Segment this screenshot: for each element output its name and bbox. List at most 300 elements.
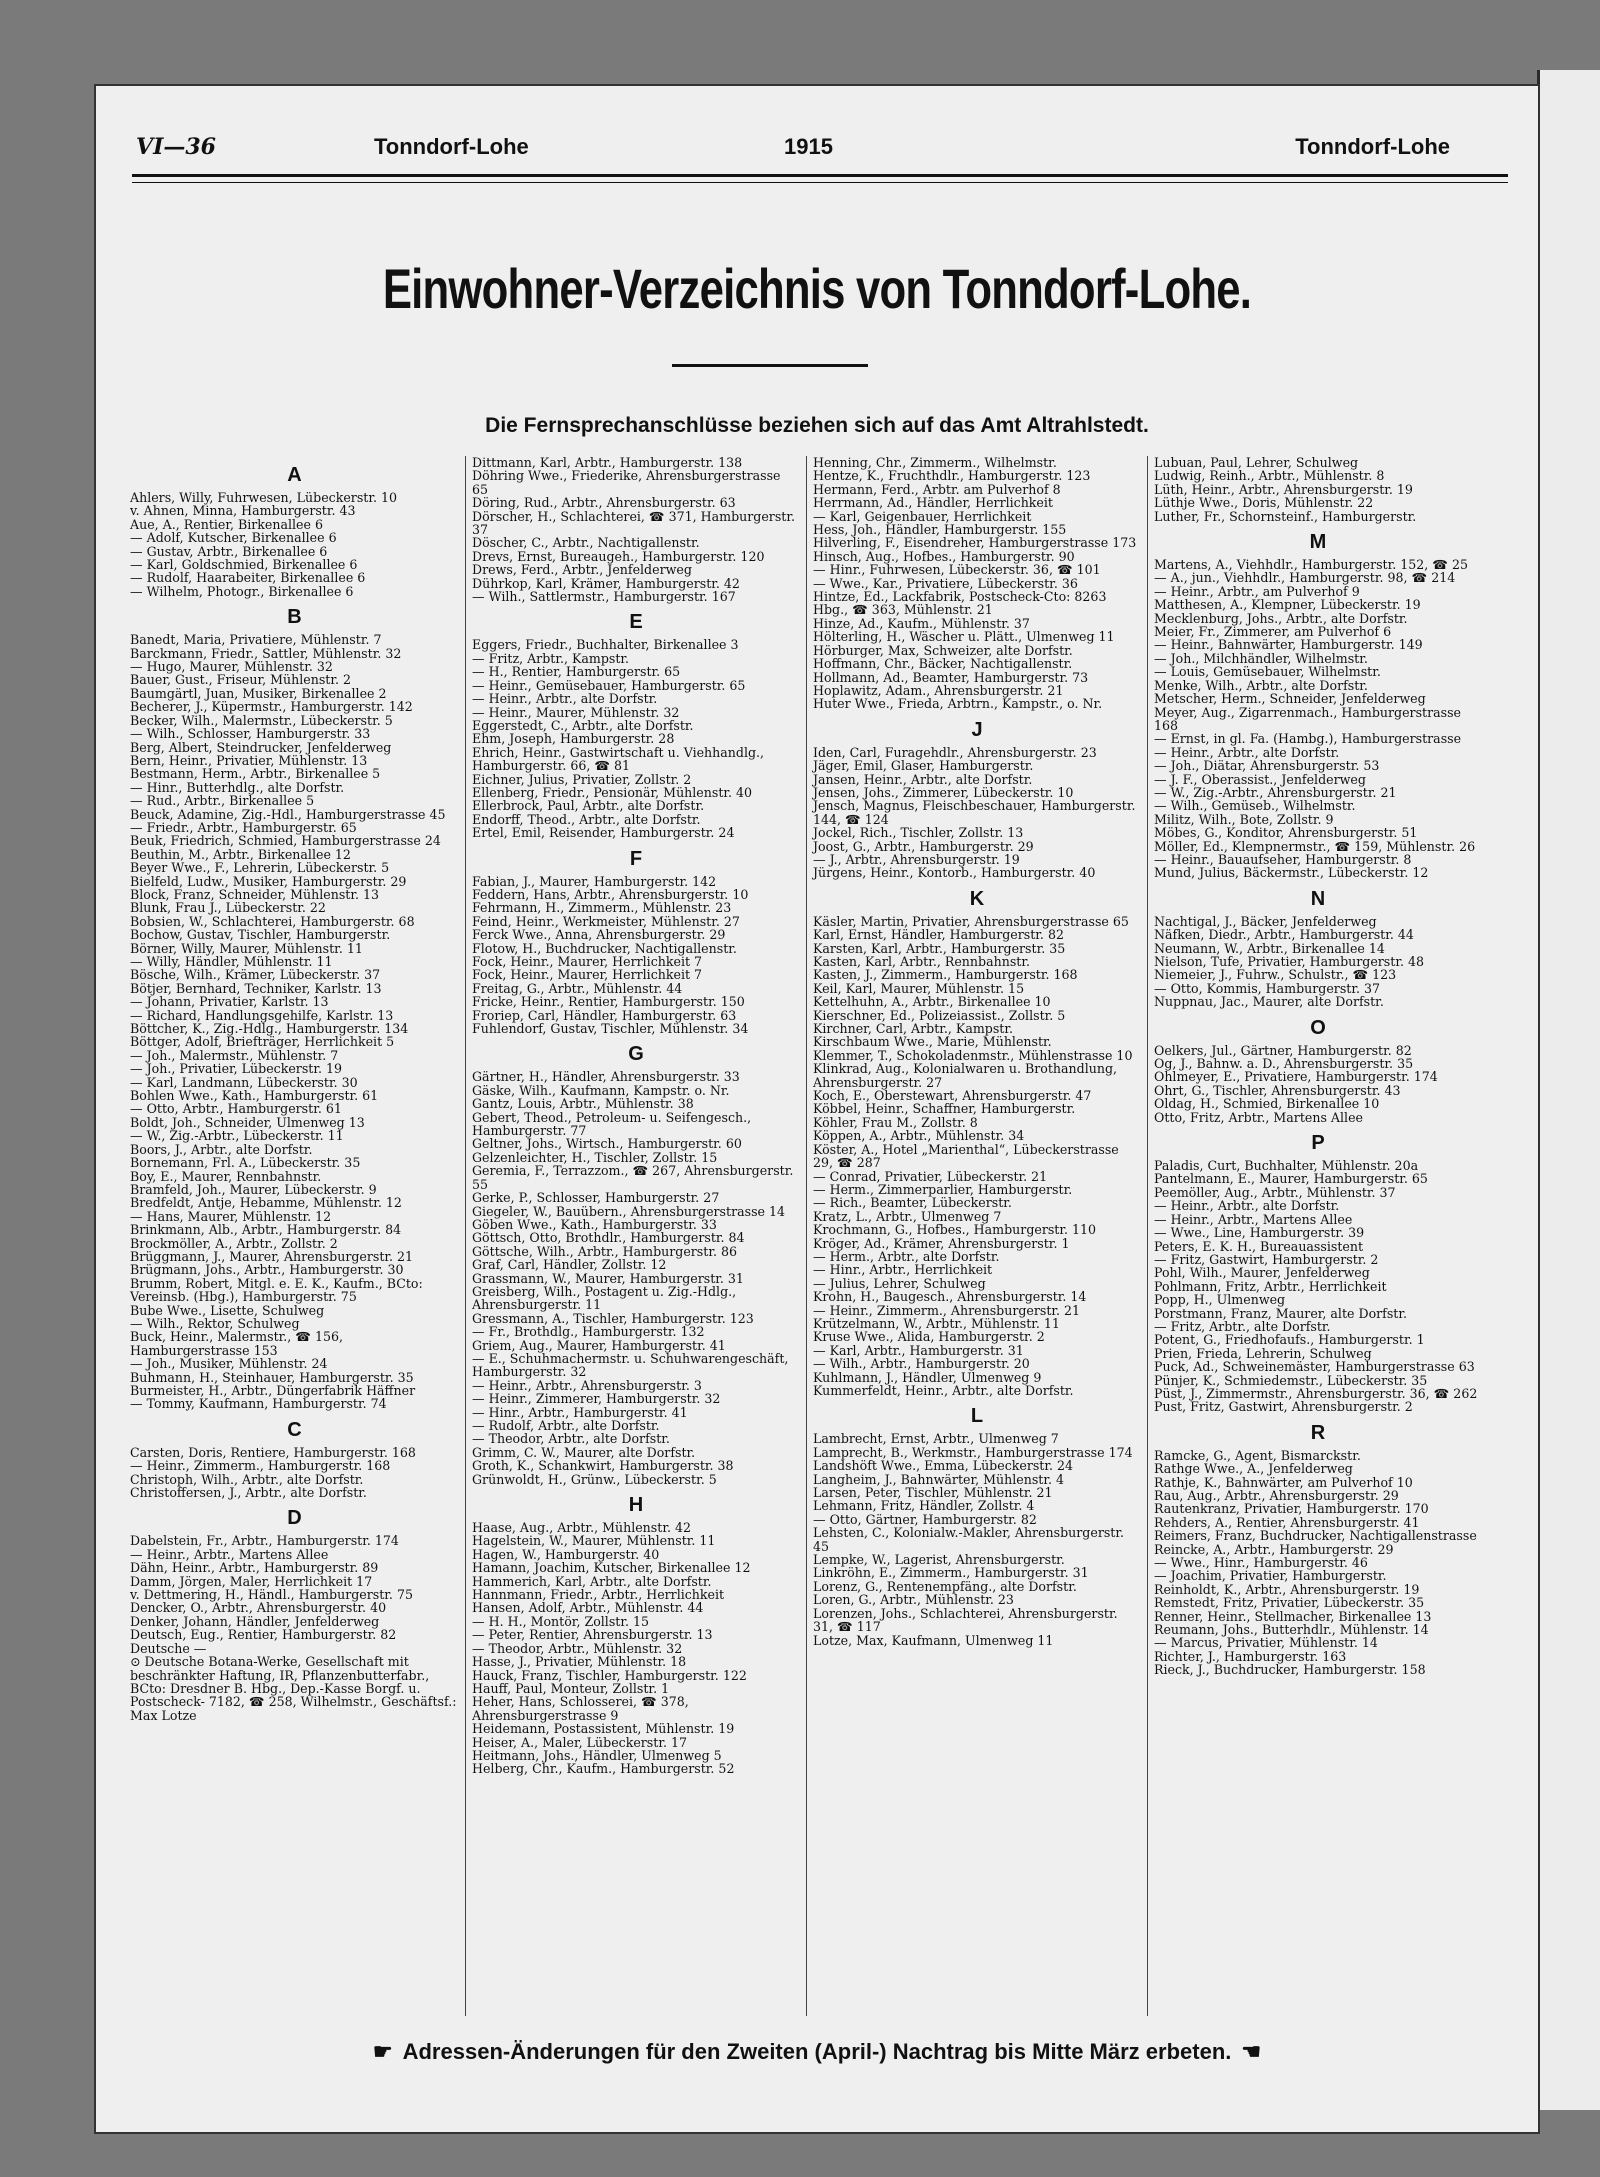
directory-entry: — A., jun., Viehhdlr., Hamburgerstr. 98, ☎ 214	[1154, 570, 1456, 586]
directory-entry: Geremia, F., Terrazzom., ☎ 267, Ahrensburgerstr. 55	[472, 1163, 794, 1192]
directory-entry: Bredfeldt, Antje, Hebamme, Mühlenstr. 12	[130, 1195, 402, 1211]
directory-entry: Köster, A., Hotel „Marienthal“, Lübeckerstrasse 29, ☎ 287	[813, 1141, 1119, 1171]
directory-entry: Drevs, Ernst, Bureaugeh., Hamburgerstr. 120	[472, 548, 765, 564]
directory-entry: Froriep, Carl, Händler, Hamburgerstr. 63	[472, 1007, 737, 1023]
directory-entry: Jürgens, Heinr., Kontorb., Hamburgerstr. 40	[813, 865, 1096, 881]
directory-entry: Böttger, Adolf, Briefträger, Herrlichkeit 5	[130, 1034, 395, 1050]
directory-entry: — Heinr., Zimmerm., Hamburgerstr. 168	[130, 1458, 391, 1474]
directory-entry: Göben Wwe., Kath., Hamburgerstr. 33	[472, 1216, 717, 1232]
directory-entry: Köbbel, Heinr., Schaffner, Hamburgerstr.	[813, 1101, 1076, 1117]
directory-entry: — Heinr., Maurer, Mühlenstr. 32	[472, 704, 680, 720]
directory-entry: Hintze, Ed., Lackfabrik, Postscheck-Cto: 8263 Hbg., ☎ 363, Mühlenstr. 21	[813, 589, 1107, 618]
directory-entry: Hagelstein, W., Maurer, Mühlenstr. 11	[472, 1533, 716, 1549]
page-number: VI—36	[136, 134, 216, 160]
directory-entry: Becherer, J., Küpermstr., Hamburgerstr. 142	[130, 699, 413, 715]
directory-entry: Nachtigal, J., Bäcker, Jenfelderweg	[1154, 913, 1377, 929]
directory-entry: Fabian, J., Maurer, Hamburgerstr. 142	[472, 873, 717, 889]
directory-entry: Oelkers, Jul., Gärtner, Hamburgerstr. 82	[1154, 1042, 1412, 1058]
header-rule-thin	[132, 182, 1508, 183]
directory-entry: Hermann, Ferd., Arbtr. am Pulverhof 8	[813, 481, 1061, 497]
directory-entry: Gressmann, A., Tischler, Hamburgerstr. 123	[472, 1310, 754, 1326]
directory-entry: Griem, Aug., Maurer, Hamburgerstr. 41	[472, 1337, 726, 1353]
directory-entry: — Herm., Arbtr., alte Dorfstr.	[813, 1248, 1000, 1264]
directory-entry: Christoph, Wilh., Arbtr., alte Dorfstr.	[130, 1471, 364, 1487]
section-letter: K	[969, 887, 985, 910]
directory-entry: Kirchner, Carl, Arbtr., Kampstr.	[813, 1021, 1013, 1037]
directory-entry: Gärtner, H., Händler, Ahrensburgerstr. 33	[472, 1069, 740, 1085]
page-title: Einwohner-Verzeichnis von Tonndorf-Lohe.	[382, 257, 1252, 320]
directory-entry: Grimm, C. W., Maurer, alte Dorfstr.	[472, 1444, 696, 1460]
directory-entry: Nuppnau, Jac., Maurer, alte Dorfstr.	[1154, 994, 1384, 1010]
directory-entry: — Fritz, Arbtr., alte Dorfstr.	[1154, 1318, 1331, 1334]
directory-entry: — Heinr., Arbtr., Martens Allee	[130, 1546, 329, 1562]
directory-entry: Mund, Julius, Bäckermstr., Lübeckerstr. 12	[1154, 865, 1429, 881]
directory-entry: Eggers, Friedr., Buchhalter, Birkenallee 3	[472, 637, 739, 653]
directory-entry: Pantelmann, E., Maurer, Hamburgerstr. 65	[1154, 1171, 1428, 1187]
directory-entry: Fuhlendorf, Gustav, Tischler, Mühlenstr. 34	[472, 1021, 749, 1037]
directory-entry: — Wwe., Line, Hamburgerstr. 39	[1154, 1225, 1365, 1241]
directory-entry: Döscher, C., Arbtr., Nachtigallenstr.	[472, 535, 700, 551]
directory-entry: Lambrecht, Ernst, Arbtr., Ulmenweg 7	[813, 1431, 1059, 1447]
directory-entry: Boy, E., Maurer, Rennbahnstr.	[130, 1168, 322, 1184]
directory-entry: Nielson, Tufe, Privatier, Hamburgerstr. 48	[1154, 954, 1425, 969]
directory-entry: Carsten, Doris, Rentiere, Hamburgerstr. 168	[130, 1444, 416, 1460]
directory-entry: — Heinr., Arbtr., alte Dorfstr.	[472, 691, 658, 707]
directory-entry: Puck, Ad., Schweinemäster, Hamburgerstrasse 63	[1154, 1359, 1475, 1375]
directory-entry: Haase, Aug., Arbtr., Mühlenstr. 42	[472, 1520, 691, 1536]
directory-entry: Christoffersen, J., Arbtr., alte Dorfstr.	[130, 1485, 367, 1501]
directory-entry: Hoffmann, Chr., Bäcker, Nachtigallenstr.	[813, 656, 1073, 672]
adjacent-page-edge	[1537, 70, 1600, 2110]
directory-entry: — Wwe., Kar., Privatiere, Lübeckerstr. 36	[813, 575, 1078, 591]
directory-entry: Deutsch, Eug., Rentier, Hamburgerstr. 82	[130, 1627, 397, 1643]
directory-entry: Hoplawitz, Adam., Ahrensburgerstr. 21	[813, 682, 1064, 698]
directory-entry: Huter Wwe., Frieda, Arbtrn., Kampstr., o. Nr.	[813, 696, 1103, 712]
directory-entry: Berg, Albert, Steindrucker, Jenfelderweg	[130, 739, 392, 755]
directory-entry: — Hinr., Arbtr., Herrlichkeit	[813, 1262, 993, 1278]
directory-entry: Hannmann, Friedr., Arbtr., Herrlichkeit	[472, 1587, 725, 1603]
directory-entry: — Louis, Gemüsebauer, Wilhelmstr.	[1154, 664, 1381, 680]
directory-entry: Blunk, Frau J., Lübeckerstr. 22	[130, 900, 326, 916]
directory-entry: Hauck, Franz, Tischler, Hamburgerstr. 122	[472, 1667, 747, 1683]
directory-entry: Hammerich, Karl, Arbtr., alte Dorfstr.	[472, 1573, 712, 1589]
directory-columns	[124, 456, 1530, 2016]
directory-entry: Endorff, Theod., Arbtr., alte Dorfstr.	[472, 811, 701, 827]
directory-entry: Bösche, Wilh., Krämer, Lübeckerstr. 37	[130, 967, 381, 983]
directory-entry: ⊙ Deutsche Botana-Werke, Gesellschaft mit beschränkter Haftung, IR, Pflanzenbutterfabr., BCto: Dresdner B. Hbg., Dep.-Kasse Borgf. u. Postscheck- 7182, ☎ 258, Wilhelmstr., Geschäftsf.: Max Lotze	[130, 1654, 457, 1723]
directory-entry: Iden, Carl, Furagehdlr., Ahrensburgerstr. 23	[813, 744, 1097, 760]
directory-entry: Hagen, W., Hamburgerstr. 40	[472, 1546, 660, 1562]
directory-entry: v. Dettmering, H., Händl., Hamburgerstr. 75	[130, 1587, 413, 1603]
directory-entry: Kasten, Karl, Arbtr., Rennbahnstr.	[813, 954, 1030, 969]
directory-entry: — Theodor, Arbtr., alte Dorfstr.	[472, 1431, 670, 1447]
directory-entry: Denker, Johann, Händler, Jenfelderweg	[130, 1613, 380, 1629]
directory-entry: — Wilhelm, Photogr., Birkenallee 6	[130, 583, 354, 599]
directory-entry: Krohn, H., Baugesch., Ahrensburgerstr. 14	[813, 1289, 1087, 1305]
directory-entry: — Conrad, Privatier, Lübeckerstr. 21	[813, 1168, 1048, 1184]
directory-entry: Langheim, J., Bahnwärter, Mühlenstr. 4	[813, 1471, 1064, 1487]
directory-entry: — Julius, Lehrer, Schulweg	[813, 1275, 986, 1291]
directory-entry: Giegeler, W., Bauübern., Ahrensburgerstrasse 14	[472, 1203, 786, 1219]
directory-entry: Lüthje Wwe., Doris, Mühlenstr. 22	[1154, 495, 1374, 511]
directory-entry: Beuk, Friedrich, Schmied, Hamburgerstrasse 24	[130, 833, 441, 849]
directory-entry: Pohl, Wilh., Maurer, Jenfelderweg	[1154, 1265, 1370, 1281]
directory-entry: Otto, Fritz, Arbtr., Martens Allee	[1154, 1109, 1363, 1125]
directory-entry: Rehders, A., Rentier, Ahrensburgerstr. 41	[1154, 1514, 1420, 1530]
directory-entry: — Wwe., Hinr., Hamburgerstr. 46	[1154, 1555, 1368, 1571]
directory-entry: Bern, Heinr., Privatier, Mühlenstr. 13	[130, 752, 368, 768]
directory-entry: Hansen, Adolf, Arbtr., Mühlenstr. 44	[472, 1600, 704, 1616]
directory-entry: — Otto, Gärtner, Hamburgerstr. 82	[813, 1511, 1037, 1527]
section-letter: H	[628, 1494, 644, 1517]
directory-entry: — Hinr., Arbtr., Hamburgerstr. 41	[472, 1404, 688, 1420]
directory-entry: Peters, E. K. H., Bureauassistent	[1154, 1238, 1364, 1254]
page-subtitle: Die Fernsprechanschlüsse beziehen sich auf das Amt Altrahlstedt.	[485, 414, 1149, 437]
directory-entry: Brügmann, Johs., Arbtr., Hamburgerstr. 30	[130, 1262, 404, 1278]
directory-entry: — Willy, Händler, Mühlenstr. 11	[130, 954, 333, 969]
directory-entry: Beuthin, M., Arbtr., Birkenallee 12	[130, 846, 351, 862]
directory-entry: Porstmann, Franz, Maurer, alte Dorfstr.	[1154, 1305, 1407, 1321]
directory-entry: — Joachim, Privatier, Hamburgerstr.	[1154, 1568, 1387, 1584]
footer-text: Adressen-Änderungen für den Zweiten (April-) Nachtrag bis Mitte März erbeten.	[402, 2039, 1232, 2064]
directory-entry: — Karl, Geigenbauer, Herrlichkeit	[813, 508, 1032, 524]
directory-entry: Göttsch, Otto, Brothdlr., Hamburgerstr. 84	[472, 1230, 745, 1246]
directory-entry: — Tommy, Kaufmann, Hamburgerstr. 74	[130, 1396, 387, 1412]
directory-entry: — Fritz, Arbtr., Kampstr.	[472, 650, 630, 666]
directory-entry: — Johann, Privatier, Karlstr. 13	[130, 994, 329, 1010]
directory-entry: Dencker, O., Arbtr., Ahrensburgerstr. 40	[130, 1600, 387, 1616]
directory-entry: Henning, Chr., Zimmerm., Wilhelmstr.	[813, 456, 1057, 470]
directory-entry: — Karl, Landmann, Lübeckerstr. 30	[130, 1074, 358, 1090]
directory-entry: Kierschner, Ed., Polizeiassist., Zollstr. 5	[813, 1007, 1066, 1023]
directory-entry: — Heinr., Gemüsebauer, Hamburgerstr. 65	[472, 677, 746, 693]
directory-entry: Damm, Jörgen, Maler, Herrlichkeit 17	[130, 1573, 373, 1589]
directory-entry: — Hugo, Maurer, Mühlenstr. 32	[130, 659, 333, 675]
directory-entry: Potent, G., Friedhofaufs., Hamburgerstr. 1	[1154, 1332, 1425, 1348]
directory-entry: Larsen, Peter, Tischler, Mühlenstr. 21	[813, 1485, 1053, 1501]
directory-entry: Bramfeld, Joh., Maurer, Lübeckerstr. 9	[130, 1181, 377, 1197]
directory-entry: Ramcke, G., Agent, Bismarckstr.	[1154, 1447, 1361, 1463]
directory-entry: Kratz, L., Arbtr., Ulmenweg 7	[813, 1208, 1002, 1224]
directory-entry: Reinholdt, K., Arbtr., Ahrensburgerstr. 19	[1154, 1581, 1420, 1597]
directory-entry: Möbes, G., Konditor, Ahrensburgerstr. 51	[1154, 825, 1418, 841]
directory-entry: — Gustav, Arbtr., Birkenallee 6	[130, 543, 328, 559]
directory-entry: Fehrmann, H., Zimmerm., Mühlenstr. 23	[472, 900, 732, 916]
directory-entry: Lotze, Max, Kaufmann, Ulmenweg 11	[813, 1632, 1054, 1648]
directory-entry: — Heinr., Arbtr., alte Dorfstr.	[1154, 1198, 1340, 1214]
directory-entry: Martens, A., Viehhdlr., Hamburgerstr. 152, ☎ 25	[1154, 557, 1469, 573]
directory-entry: — Heinr., Arbtr., am Pulverhof 9	[1154, 583, 1360, 599]
directory-entry: Näfken, Diedr., Arbtr., Hamburgerstr. 44	[1154, 927, 1414, 943]
directory-entry: Göttsche, Wilh., Arbtr., Hamburgerstr. 86	[472, 1243, 737, 1259]
directory-entry: Dabelstein, Fr., Arbtr., Hamburgerstr. 174	[130, 1533, 399, 1549]
directory-entry: Ehm, Joseph, Hamburgerstr. 28	[472, 731, 675, 747]
section-letter: F	[629, 847, 643, 870]
directory-entry: Dörscher, H., Schlachterei, ☎ 371, Hamburgerstr. 37	[472, 508, 795, 538]
directory-entry: Boors, J., Arbtr., alte Dorfstr.	[130, 1141, 313, 1157]
directory-entry: Drews, Ferd., Arbtr., Jenfelderweg	[472, 562, 692, 578]
directory-entry: — Wilh., Arbtr., Hamburgerstr. 20	[813, 1356, 1030, 1372]
directory-entry: Reumann, Johs., Butterhdlr., Mühlenstr. 14	[1154, 1622, 1429, 1638]
directory-entry: Meyer, Aug., Zigarrenmach., Hamburgerstrasse 168	[1154, 704, 1462, 733]
directory-entry: Buhmann, H., Steinhauer, Hamburgerstr. 35	[130, 1369, 414, 1385]
directory-entry: Ohrt, G., Tischler, Ahrensburgerstr. 43	[1154, 1082, 1401, 1098]
section-letter: R	[1310, 1421, 1326, 1444]
directory-entry: Brüggmann, J., Maurer, Ahrensburgerstr. 21	[130, 1248, 414, 1264]
directory-entry: v. Ahnen, Minna, Hamburgerstr. 43	[130, 503, 356, 519]
directory-entry: — Rudolf, Arbtr., alte Dorfstr.	[472, 1418, 660, 1433]
section-letter: G	[628, 1043, 644, 1066]
directory-entry: Pünjer, K., Schmiedemstr., Lübeckerstr. 35	[1154, 1372, 1428, 1388]
directory-entry: Metscher, Herm., Schneider, Jenfelderweg	[1154, 691, 1426, 707]
directory-entry: Heiser, A., Maler, Lübeckerstr. 17	[472, 1734, 687, 1750]
directory-entry: Flotow, H., Buchdrucker, Nachtigallenstr.	[472, 940, 737, 956]
directory-entry: Rathge Wwe., A., Jenfelderweg	[1154, 1461, 1353, 1477]
directory-entry: Popp, H., Ulmenweg	[1154, 1292, 1286, 1308]
directory-entry: — Hinr., Butterhdlg., alte Dorfstr.	[130, 779, 345, 795]
directory-entry: Ferck Wwe., Anna, Ahrensburgerstr. 29	[472, 927, 726, 943]
directory-entry: — Rud., Arbtr., Birkenallee 5	[130, 793, 315, 809]
directory-entry: Landshöft Wwe., Emma, Lübeckerstr. 24	[813, 1458, 1074, 1474]
section-letter: A	[287, 464, 302, 486]
section-letter: E	[629, 611, 643, 634]
directory-entry: Graf, Carl, Händler, Zollstr. 12	[472, 1257, 667, 1273]
directory-entry: Lempke, W., Lagerist, Ahrensburgerstr.	[813, 1552, 1065, 1568]
directory-entry: — Herm., Zimmerparlier, Hamburgerstr.	[813, 1181, 1073, 1197]
directory-entry: Klemmer, T., Schokoladenmstr., Mühlenstrasse 10	[813, 1047, 1133, 1063]
directory-entry: — Heinr., Arbtr., Martens Allee	[1154, 1211, 1353, 1227]
directory-entry: — J. F., Oberassist., Jenfelderweg	[1154, 771, 1366, 787]
directory-entry: Bohlen Wwe., Kath., Hamburgerstr. 61	[130, 1088, 379, 1104]
directory-entry: Prien, Frieda, Lehrerin, Schulweg	[1154, 1345, 1372, 1361]
directory-entry: Mecklenburg, Johs., Arbtr., alte Dorfstr.	[1154, 610, 1408, 626]
section-letter: P	[1311, 1132, 1325, 1155]
directory-entry: Eggerstedt, C., Arbtr., alte Dorfstr.	[472, 717, 694, 733]
section-letter: N	[1310, 887, 1326, 910]
directory-entry: Hollmann, Ad., Beamter, Hamburgerstr. 73	[813, 669, 1089, 685]
directory-entry: Greisberg, Wilh., Postagent u. Zig.-Hdlg., Ahrensburgerstr. 11	[472, 1283, 737, 1313]
directory-entry: — Rudolf, Haarabeiter, Birkenallee 6	[130, 570, 366, 586]
directory-entry: Lorenz, G., Rentenempfäng., alte Dorfstr.	[813, 1578, 1077, 1594]
directory-entry: Grassmann, W., Maurer, Hamburgerstr. 31	[472, 1270, 744, 1286]
directory-entry: — Wilh., Rektor, Schulweg	[130, 1315, 300, 1331]
directory-entry: Hentze, K., Fruchthdlr., Hamburgerstr. 123	[813, 468, 1091, 484]
section-letter: C	[287, 1418, 302, 1441]
directory-entry: Block, Franz, Schneider, Mühlenstr. 13	[130, 886, 380, 902]
directory-entry: Baumgärtl, Juan, Musiker, Birkenallee 2	[130, 685, 387, 701]
directory-entry: Gebert, Theod., Petroleum- u. Seifengesch., Hamburgerstr. 77	[472, 1109, 752, 1139]
directory-entry: — Joh., Privatier, Lübeckerstr. 19	[130, 1061, 343, 1077]
directory-entry: Krützelmann, W., Arbtr., Mühlenstr. 11	[813, 1315, 1060, 1331]
directory-entry: Hörburger, Max, Schweizer, alte Dorfstr.	[813, 642, 1073, 658]
directory-entry: Dähn, Heinr., Arbtr., Hamburgerstr. 89	[130, 1560, 379, 1576]
column-4	[1147, 456, 1488, 2016]
directory-entry: Burmeister, H., Arbtr., Düngerfabrik Häffner	[130, 1383, 416, 1398]
header-place-right: Tonndorf-Lohe	[1295, 134, 1450, 159]
directory-entry: Lamprecht, B., Werkmstr., Hamburgerstrasse 174	[813, 1444, 1133, 1460]
directory-entry: Karsten, Karl, Arbtr., Hamburgerstr. 35	[813, 940, 1066, 956]
directory-entry: Matthesen, A., Klempner, Lübeckerstr. 19	[1154, 597, 1421, 613]
directory-entry: — Karl, Goldschmied, Birkenallee 6	[130, 557, 358, 573]
directory-entry: Ellenberg, Friedr., Pensionär, Mühlenstr. 40	[472, 784, 753, 800]
directory-entry: — E., Schuhmachermstr. u. Schuhwarengeschäft, Hamburgerstr. 32	[472, 1350, 789, 1380]
directory-entry: Hess, Joh., Händler, Hamburgerstr. 155	[813, 522, 1067, 538]
directory-entry: Renner, Heinr., Stellmacher, Birkenallee 13	[1154, 1608, 1432, 1624]
directory-entry: Möller, Ed., Klempnermstr., ☎ 159, Mühlenstr. 26	[1154, 838, 1476, 854]
directory-entry: Hasse, J., Privatier, Mühlenstr. 18	[472, 1654, 687, 1670]
directory-entry: Ohlmeyer, E., Privatiere, Hamburgerstr. 174	[1154, 1069, 1438, 1085]
directory-entry: Bube Wwe., Lisette, Schulweg	[130, 1302, 325, 1318]
directory-entry: — Wilh., Sattlermstr., Hamburgerstr. 167	[472, 589, 736, 605]
section-letter: J	[971, 718, 983, 741]
directory-entry: — W., Zig.-Arbtr., Ahrensburgerstr. 21	[1154, 784, 1397, 800]
directory-entry: Groth, K., Schankwirt, Hamburgerstr. 38	[472, 1458, 734, 1474]
directory-entry: Ahlers, Willy, Fuhrwesen, Lübeckerstr. 10	[130, 490, 398, 505]
directory-entry: — Peter, Rentier, Ahrensburgerstr. 13	[472, 1627, 713, 1643]
directory-entry: — Joh., Milchhändler, Wilhelmstr.	[1154, 650, 1368, 666]
directory-entry: Kröger, Ad., Krämer, Ahrensburgerstr. 1	[813, 1235, 1070, 1251]
directory-entry: Deutsche —	[130, 1640, 207, 1656]
directory-entry: Dührkop, Karl, Krämer, Hamburgerstr. 42	[472, 575, 740, 591]
directory-entry: Geltner, Johs., Wirtsch., Hamburgerstr. 60	[472, 1136, 742, 1152]
directory-entry: Grünwoldt, H., Grünw., Lübeckerstr. 5	[472, 1471, 717, 1487]
column-2	[465, 456, 806, 2016]
directory-entry: Beuck, Adamine, Zig.-Hdl., Hamburgerstrasse 45	[130, 806, 446, 822]
directory-entry: Joost, G., Arbtr., Hamburgerstr. 29	[813, 838, 1034, 854]
directory-entry: Feind, Heinr., Werkmeister, Mühlenstr. 27	[472, 913, 740, 929]
directory-entry: — Theodor, Arbtr., Mühlenstr. 32	[472, 1640, 683, 1656]
directory-entry: — J., Arbtr., Ahrensburgerstr. 19	[813, 851, 1020, 867]
directory-entry: Lehmann, Fritz, Händler, Zollstr. 4	[813, 1498, 1035, 1514]
directory-entry: — Wilh., Gemüseb., Wilhelmstr.	[1154, 798, 1356, 814]
directory-entry: Jensen, Johs., Zimmerer, Lübeckerstr. 10	[813, 784, 1074, 800]
directory-entry: Kruse Wwe., Alida, Hamburgerstr. 2	[813, 1329, 1045, 1345]
directory-entry: Paladis, Curt, Buchhalter, Mühlenstr. 20a	[1154, 1158, 1419, 1174]
column-3	[806, 456, 1147, 2016]
directory-entry: Ellerbrock, Paul, Arbtr., alte Dorfstr.	[472, 798, 705, 814]
directory-entry: Fricke, Heinr., Rentier, Hamburgerstr. 150	[472, 994, 745, 1010]
directory-entry: Linkröhn, E., Zimmerm., Hamburgerstr. 31	[813, 1565, 1089, 1581]
directory-entry: Remstedt, Fritz, Privatier, Lübeckerstr. 35	[1154, 1595, 1425, 1611]
section-letter: O	[1310, 1016, 1326, 1039]
directory-entry: — Otto, Kommis, Hamburgerstr. 37	[1154, 980, 1381, 996]
directory-entry: Bauer, Gust., Friseur, Mühlenstr. 2	[130, 672, 352, 688]
directory-entry: Luther, Fr., Schornsteinf., Hamburgerstr.	[1154, 508, 1417, 524]
directory-entry: Lehsten, C., Kolonialw.-Makler, Ahrensburgerstr. 45	[813, 1525, 1124, 1554]
directory-entry: Rautenkranz, Privatier, Hamburgerstr. 170	[1154, 1501, 1429, 1517]
directory-entry: Dittmann, Karl, Arbtr., Hamburgerstr. 138	[472, 456, 743, 470]
directory-entry: Becker, Wilh., Malermstr., Lübeckerstr. 5	[130, 712, 393, 728]
directory-entry: Gelzenleichter, H., Tischler, Zollstr. 15	[472, 1149, 718, 1165]
directory-entry: — W., Zig.-Arbtr., Lübeckerstr. 11	[130, 1128, 344, 1144]
running-header	[124, 134, 1510, 174]
directory-entry: — Ernst, in gl. Fa. (Hambg.), Hamburgerstrasse	[1154, 731, 1462, 747]
header-place-left: Tonndorf-Lohe	[374, 134, 529, 159]
directory-entry: Loren, G., Arbtr., Mühlenstr. 23	[813, 1592, 1014, 1608]
directory-entry: Koch, E., Oberstewart, Ahrensburgerstr. 47	[813, 1088, 1092, 1104]
directory-entry: Richter, J., Hamburgerstr. 163	[1154, 1648, 1347, 1664]
directory-entry: Hamann, Joachim, Kutscher, Birkenallee 12	[472, 1560, 751, 1576]
directory-entry: Og, J., Bahnw. a. D., Ahrensburgerstr. 35	[1154, 1056, 1414, 1072]
directory-entry: Menke, Wilh., Arbtr., alte Dorfstr.	[1154, 677, 1368, 693]
directory-entry: Neumann, W., Arbtr., Birkenallee 14	[1154, 940, 1385, 956]
directory-entry: Lüth, Heinr., Arbtr., Ahrensburgerstr. 19	[1154, 481, 1413, 497]
directory-entry: Bornemann, Frl. A., Lübeckerstr. 35	[130, 1155, 361, 1171]
directory-entry: Beyer Wwe., F., Lehrerin, Lübeckerstr. 5	[130, 860, 390, 876]
pointing-hand-left-icon: ☚	[1241, 2039, 1262, 2064]
directory-entry: Hinze, Ad., Kaufm., Mühlenstr. 37	[813, 615, 1030, 631]
directory-entry: — Joh., Malermstr., Mühlenstr. 7	[130, 1047, 339, 1063]
directory-entry: Pust, Fritz, Gastwirt, Ahrensburgerstr. 2	[1154, 1399, 1413, 1415]
directory-entry: Krochmann, G., Hofbes., Hamburgerstr. 110	[813, 1222, 1097, 1238]
directory-entry: — Richard, Handlungsgehilfe, Karlstr. 13	[130, 1007, 394, 1023]
directory-entry: Gerke, P., Schlosser, Hamburgerstr. 27	[472, 1190, 720, 1206]
section-letter: M	[1309, 531, 1327, 554]
directory-entry: Rau, Aug., Arbtr., Ahrensburgerstr. 29	[1154, 1488, 1399, 1503]
directory-entry: Eichner, Julius, Privatier, Zollstr. 2	[472, 771, 692, 787]
directory-entry: — Hans, Maurer, Mühlenstr. 12	[130, 1208, 332, 1224]
directory-entry: Brockmöller, A., Arbtr., Zollstr. 2	[130, 1235, 338, 1251]
section-letter: B	[287, 606, 302, 629]
directory-entry: Freitag, G., Arbtr., Mühlenstr. 44	[472, 980, 683, 996]
directory-entry: — Fr., Brothdlg., Hamburgerstr. 132	[472, 1324, 705, 1340]
directory-entry: Ertel, Emil, Reisender, Hamburgerstr. 24	[472, 825, 735, 841]
directory-entry: Aue, A., Rentier, Birkenallee 6	[130, 516, 323, 532]
directory-entry: Köppen, A., Arbtr., Mühlenstr. 34	[813, 1128, 1025, 1144]
directory-entry: Hölterling, H., Wäscher u. Plätt., Ulmenweg 11	[813, 629, 1115, 645]
directory-entry: Kasten, J., Zimmerm., Hamburgerstr. 168	[813, 967, 1078, 983]
directory-entry: — Wilh., Schlosser, Hamburgerstr. 33	[130, 726, 371, 742]
directory-entry: Döhring Wwe., Friederike, Ahrensburgerstrasse 65	[472, 468, 781, 497]
directory-entry: — Heinr., Zimmerm., Ahrensburgerstr. 21	[813, 1302, 1081, 1318]
directory-entry: — Joh., Musiker, Mühlenstr. 24	[130, 1356, 328, 1372]
directory-entry: Kummerfeldt, Heinr., Arbtr., alte Dorfstr.	[813, 1383, 1074, 1398]
header-year: 1915	[784, 134, 833, 159]
directory-entry: Köhler, Frau M., Zollstr. 8	[813, 1114, 978, 1130]
directory-entry: — Karl, Arbtr., Hamburgerstr. 31	[813, 1342, 1024, 1358]
directory-entry: Lorenzen, Johs., Schlachterei, Ahrensburgerstr. 31, ☎ 117	[813, 1605, 1118, 1635]
directory-entry: — H., Rentier, Hamburgerstr. 65	[472, 664, 681, 680]
directory-entry: — Heinr., Bauaufseher, Hamburgerstr. 8	[1154, 851, 1412, 867]
directory-entry: Feddern, Hans, Arbtr., Ahrensburgerstr. 10	[472, 886, 749, 902]
directory-entry: Hinsch, Aug., Hofbes., Hamburgerstr. 90	[813, 548, 1075, 564]
directory-entry: Jäger, Emil, Glaser, Hamburgerstr.	[813, 758, 1034, 774]
directory-entry: Bielfeld, Ludw., Musiker, Hamburgerstr. 29	[130, 873, 407, 889]
section-letter: D	[287, 1507, 302, 1530]
directory-entry: Reimers, Franz, Buchdrucker, Nachtigallenstrasse	[1154, 1528, 1477, 1544]
directory-entry: Ludwig, Reinh., Arbtr., Mühlenstr. 8	[1154, 468, 1385, 484]
directory-entry: Boldt, Joh., Schneider, Ulmenweg 13	[130, 1114, 365, 1130]
directory-entry: Meier, Fr., Zimmerer, am Pulverhof 6	[1154, 624, 1392, 640]
directory-entry: Börner, Willy, Maurer, Mühlenstr. 11	[130, 940, 363, 956]
directory-entry: Gäske, Wilh., Kaufmann, Kampstr. o. Nr.	[472, 1082, 730, 1098]
directory-entry: Kirschbaum Wwe., Marie, Mühlenstr.	[813, 1034, 1052, 1050]
directory-entry: — Heinr., Zimmerer, Hamburgerstr. 32	[472, 1391, 721, 1407]
directory-entry: Kuhlmann, J., Händler, Ulmenweg 9	[813, 1369, 1042, 1385]
directory-entry: Rathje, K., Bahnwärter, am Pulverhof 10	[1154, 1474, 1413, 1490]
directory-entry: — Adolf, Kutscher, Birkenallee 6	[130, 530, 337, 546]
header-rule	[132, 174, 1508, 177]
directory-entry: Hauff, Paul, Monteur, Zollstr. 1	[472, 1680, 670, 1696]
directory-entry: Bötjer, Bernhard, Techniker, Karlstr. 13	[130, 980, 382, 996]
directory-entry: Fock, Heinr., Maurer, Herrlichkeit 7	[472, 967, 703, 983]
directory-entry: Reincke, A., Arbtr., Hamburgerstr. 29	[1154, 1541, 1394, 1557]
directory-entry: Militz, Wilh., Bote, Zollstr. 9	[1154, 811, 1334, 827]
directory-entry: — Heinr., Bahnwärter, Hamburgerstr. 149	[1154, 637, 1423, 653]
pointing-hand-icon: ☛	[372, 2039, 393, 2064]
directory-entry: Klinkrad, Aug., Kolonialwaren u. Brothandlung, Ahrensburgerstr. 27	[813, 1061, 1118, 1090]
directory-entry: Kettelhuhn, A., Arbtr., Birkenallee 10	[813, 994, 1051, 1010]
